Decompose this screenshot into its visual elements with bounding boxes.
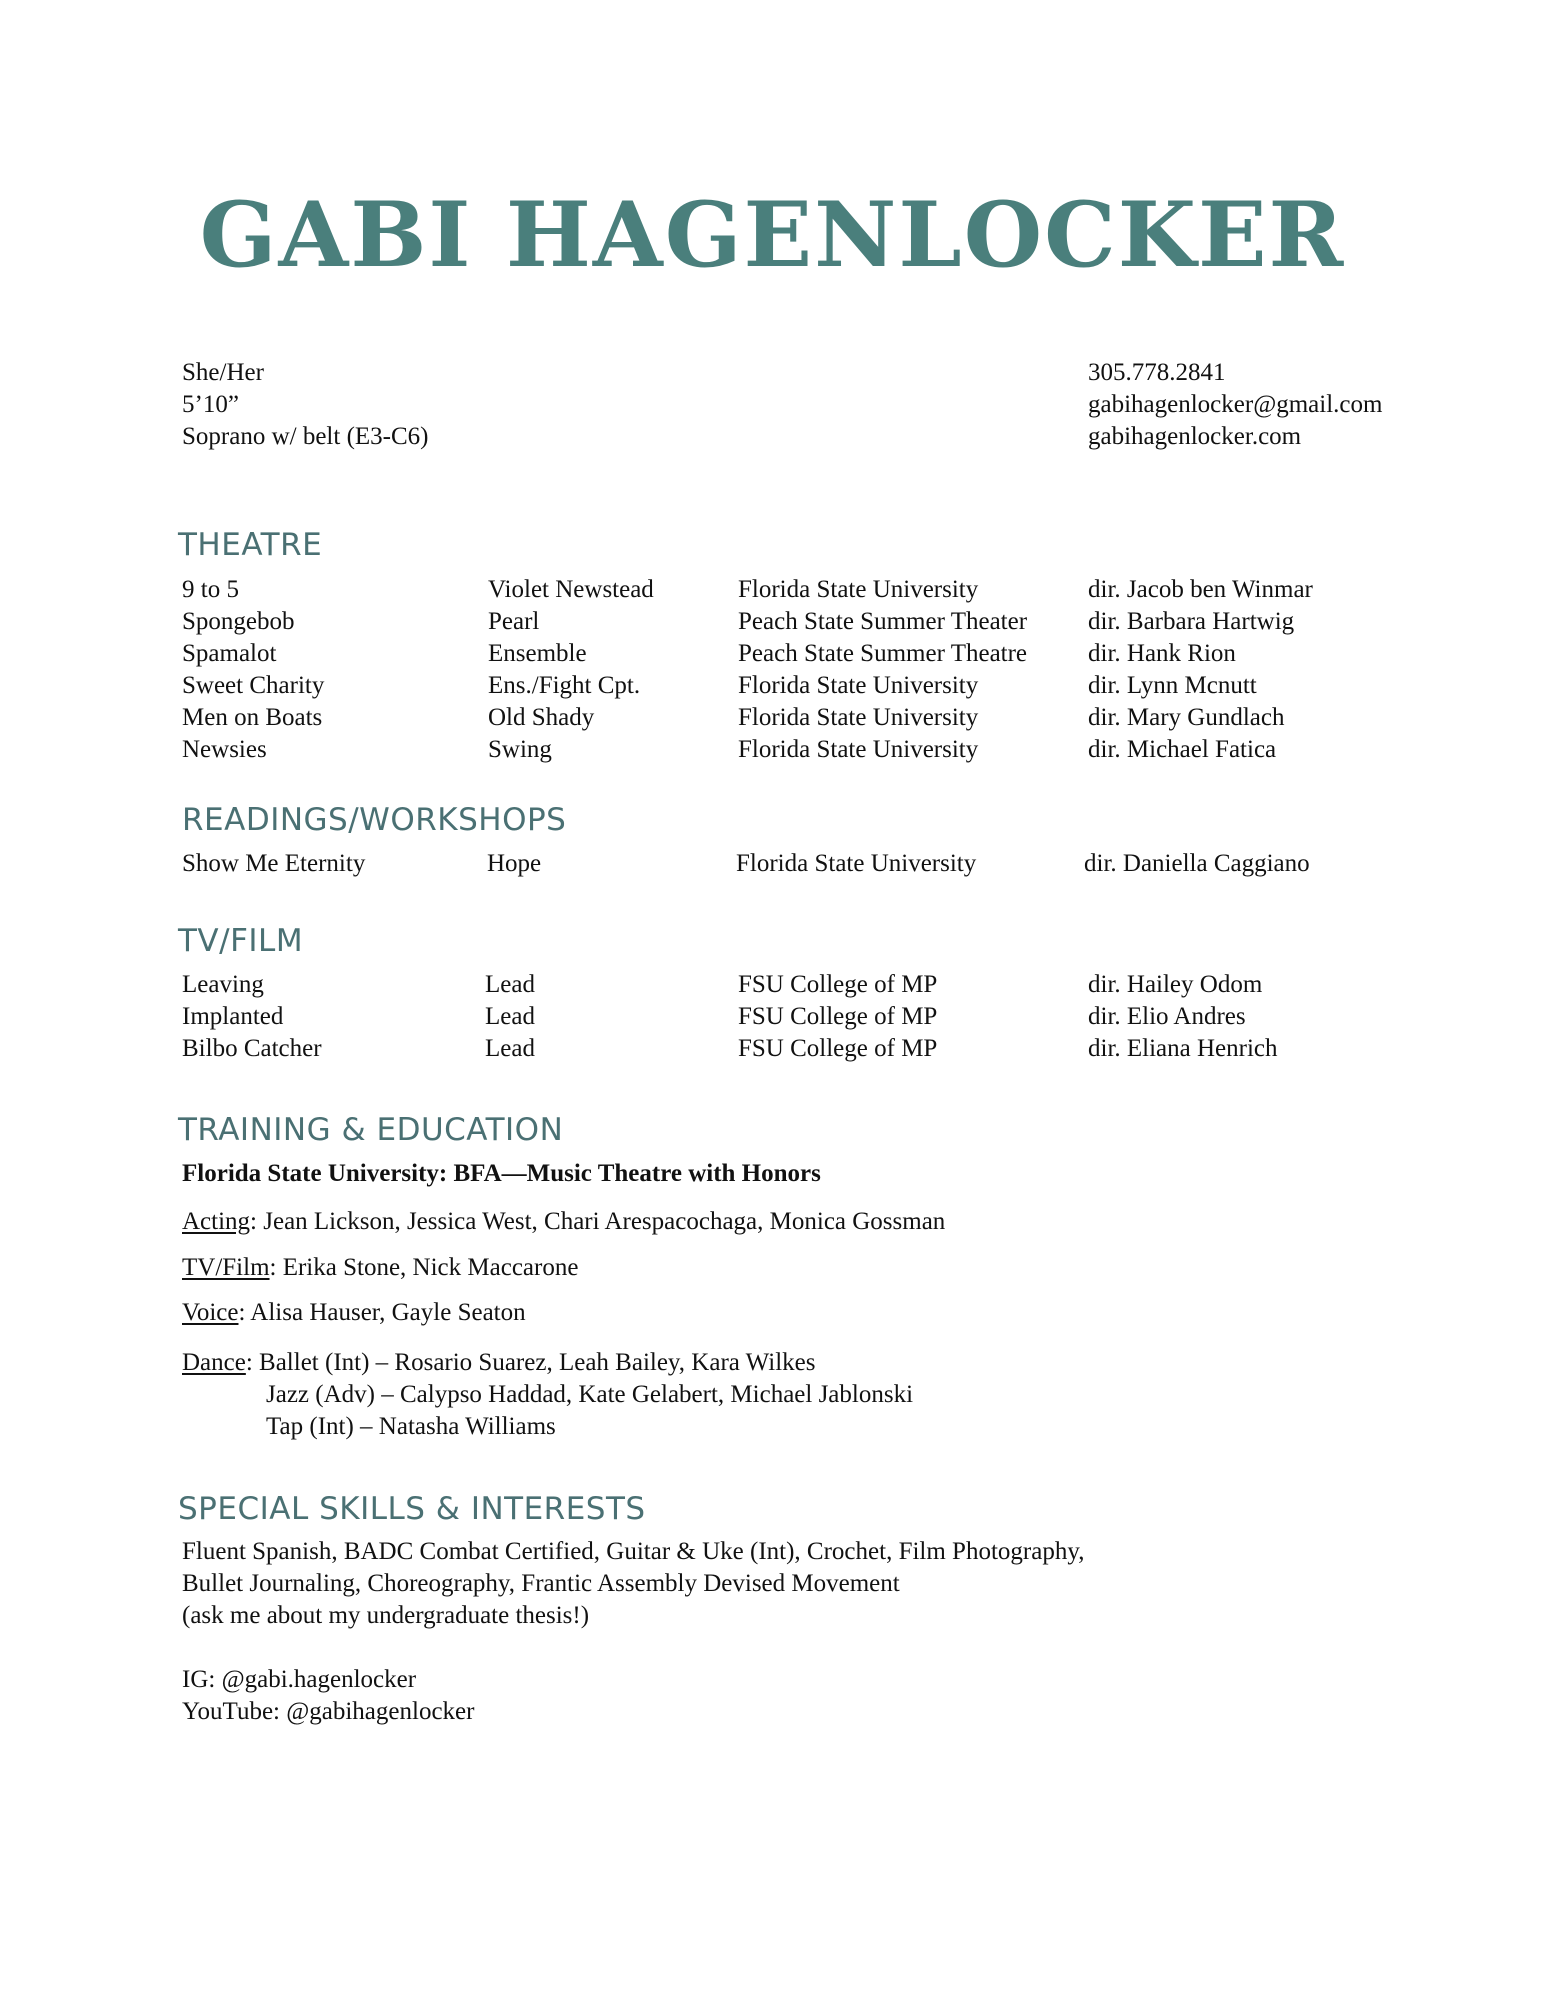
website: gabihagenlocker.com xyxy=(1088,423,1302,450)
venue: Florida State University xyxy=(736,850,977,877)
director: dir. Daniella Caggiano xyxy=(1084,850,1310,877)
director: dir. Jacob ben Winmar xyxy=(1088,576,1313,603)
section-title-theatre: THEATRE xyxy=(178,527,323,563)
section-title-skills: SPECIAL SKILLS & INTERESTS xyxy=(178,1491,646,1527)
degree: Florida State University: BFA—Music Theatre with Honors xyxy=(182,1160,821,1187)
venue: Peach State Summer Theater xyxy=(738,608,1028,635)
theatre-table xyxy=(182,574,1382,766)
table-row xyxy=(182,1033,1382,1065)
show-title: Spongebob xyxy=(182,608,295,635)
director: dir. Eliana Henrich xyxy=(1088,1035,1278,1062)
dance-jazz: Jazz (Adv) – Calypso Haddad, Kate Gelabert, Michael Jablonski xyxy=(266,1381,914,1408)
table-row xyxy=(182,702,1382,734)
acting-teachers: : Jean Lickson, Jessica West, Chari Arespacochaga, Monica Gossman xyxy=(250,1208,946,1235)
skills-line: Bullet Journaling, Choreography, Frantic Assembly Devised Movement xyxy=(182,1570,900,1597)
instagram-handle: IG: @gabi.hagenlocker xyxy=(182,1666,417,1693)
training-tvfilm xyxy=(182,1252,578,1284)
tvfilm-table xyxy=(182,969,1382,1065)
venue: Peach State Summer Theatre xyxy=(738,640,1028,667)
voice-type: Soprano w/ belt (E3-C6) xyxy=(182,423,429,450)
social-handles xyxy=(182,1664,474,1728)
resume-name: GABI HAGENLOCKER xyxy=(199,182,1346,288)
role: Lead xyxy=(485,1003,535,1030)
venue: Florida State University xyxy=(738,672,979,699)
tvfilm-teachers: : Erika Stone, Nick Maccarone xyxy=(269,1254,579,1281)
personal-info xyxy=(182,357,428,453)
role: Violet Newstead xyxy=(488,576,654,603)
director: dir. Lynn Mcnutt xyxy=(1088,672,1257,699)
production: FSU College of MP xyxy=(738,1035,938,1062)
table-row xyxy=(182,574,1382,606)
role: Ens./Fight Cpt. xyxy=(488,672,641,699)
pronouns: She/Her xyxy=(182,359,264,386)
project-title: Leaving xyxy=(182,971,264,998)
training-voice xyxy=(182,1297,526,1329)
email: gabihagenlocker@gmail.com xyxy=(1088,391,1383,418)
role: Ensemble xyxy=(488,640,587,667)
role: Lead xyxy=(485,1035,535,1062)
dance-label: Dance xyxy=(182,1349,246,1376)
voice-teachers: : Alisa Hauser, Gayle Seaton xyxy=(238,1299,526,1326)
table-row xyxy=(182,638,1382,670)
show-title: Spamalot xyxy=(182,640,277,667)
training-acting xyxy=(182,1206,945,1238)
section-title-training: TRAINING & EDUCATION xyxy=(178,1112,564,1148)
director: dir. Barbara Hartwig xyxy=(1088,608,1295,635)
phone: 305.778.2841 xyxy=(1088,359,1226,386)
tvfilm-label: TV/Film xyxy=(182,1254,270,1281)
production: FSU College of MP xyxy=(738,971,938,998)
table-row xyxy=(182,1001,1382,1033)
table-row xyxy=(182,606,1382,638)
director: dir. Elio Andres xyxy=(1088,1003,1246,1030)
show-title: Show Me Eternity xyxy=(182,850,366,877)
director: dir. Mary Gundlach xyxy=(1088,704,1285,731)
training-dance xyxy=(182,1347,816,1379)
show-title: Newsies xyxy=(182,736,267,763)
project-title: Bilbo Catcher xyxy=(182,1035,322,1062)
readings-table xyxy=(182,848,1382,880)
table-row xyxy=(182,848,1382,880)
skills-list xyxy=(182,1536,1084,1632)
dance-tap: Tap (Int) – Natasha Williams xyxy=(266,1413,556,1440)
venue: Florida State University xyxy=(738,576,979,603)
table-row xyxy=(182,734,1382,766)
role: Old Shady xyxy=(488,704,595,731)
show-title: Men on Boats xyxy=(182,704,323,731)
skills-line: Fluent Spanish, BADC Combat Certified, Guitar & Uke (Int), Crochet, Film Photography, xyxy=(182,1538,1085,1565)
role: Lead xyxy=(485,971,535,998)
height: 5’10” xyxy=(182,391,239,418)
production: FSU College of MP xyxy=(738,1003,938,1030)
role: Pearl xyxy=(488,608,540,635)
section-title-tvfilm: TV/FILM xyxy=(178,923,304,959)
section-title-readings: READINGS/WORKSHOPS xyxy=(182,802,567,838)
show-title: 9 to 5 xyxy=(182,576,239,603)
role: Hope xyxy=(487,850,542,877)
acting-label: Acting xyxy=(182,1208,251,1235)
director: dir. Hank Rion xyxy=(1088,640,1236,667)
project-title: Implanted xyxy=(182,1003,284,1030)
director: dir. Michael Fatica xyxy=(1088,736,1277,763)
table-row xyxy=(182,670,1382,702)
contact-info xyxy=(1088,357,1382,453)
show-title: Sweet Charity xyxy=(182,672,325,699)
venue: Florida State University xyxy=(738,736,979,763)
table-row xyxy=(182,969,1382,1001)
dance-ballet: : Ballet (Int) – Rosario Suarez, Leah Bailey, Kara Wilkes xyxy=(245,1349,816,1376)
skills-line: (ask me about my undergraduate thesis!) xyxy=(182,1602,590,1629)
youtube-handle: YouTube: @gabihagenlocker xyxy=(182,1698,475,1725)
director: dir. Hailey Odom xyxy=(1088,971,1263,998)
venue: Florida State University xyxy=(738,704,979,731)
role: Swing xyxy=(488,736,552,763)
voice-label: Voice xyxy=(182,1299,239,1326)
